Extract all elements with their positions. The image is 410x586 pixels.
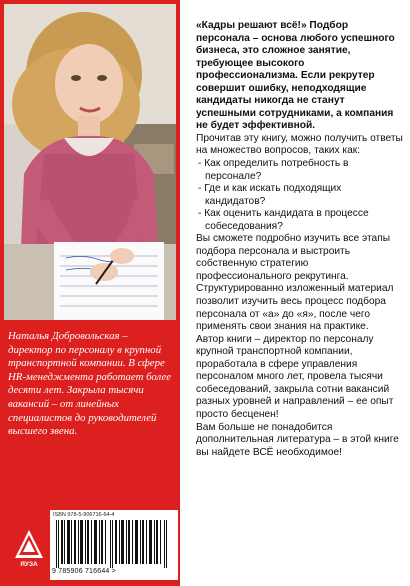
author-bio: Наталья Добровольская – директор по персоналу в крупной транспортной компании. В сфере HR-менеджмента работает более десяти лет. Закрыла тысячи вакансий – от линейных специалистов до руководителей высшего звена. xyxy=(8,330,172,438)
barcode-digits: 9 785906 716644 > xyxy=(52,568,116,575)
blurb-paragraph-author: Автор книги – директор по персоналу крупной транспортной компании, проработала в сфере управления персоналом много лет, провела тысячи собеседований, закрыла сотни вакансий разных уровней и направлений – ее опыт просто бесценен! xyxy=(196,333,394,420)
left-panel xyxy=(0,0,180,586)
publisher-logo xyxy=(14,528,44,568)
blurb-questions-lead: Прочитав эту книгу, можно получить ответы на множество вопросов, таких как: xyxy=(196,132,403,157)
barcode-icon xyxy=(54,520,172,568)
isbn-label: ISBN 978-5-906716-64-4 xyxy=(53,512,115,518)
blurb-question-2: - Где и как искать подходящих кандидатов? xyxy=(198,183,342,207)
publisher-name: ЯУЗА xyxy=(20,561,38,568)
blurb-intro: «Кадры решают всё!» Подбор персонала – основа любого успешного бизнеса, это сложное занятие, требующее высокого профессионализма. Если рекрутер совершит ошибку, неподходящие кандидаты никогда не станут успешными сотрудниками, а компания не будет эффективной. xyxy=(196,20,395,132)
author-photo-illustration xyxy=(4,4,176,320)
blurb-paragraph-detail: Вы сможете подробно изучить все этапы подбора персонала и выстроить собственную стратегию профессионального рекрутинга. Структурированно изложенный материал позволит изучить весь процесс подбора персонала от «а» до «я», после чего применять свои знания на практике. xyxy=(196,233,394,333)
isbn-block xyxy=(50,510,178,580)
blurb-question-1: - Как определить потребность в персонале? xyxy=(198,158,349,182)
blurb-question-3: - Как оценить кандидата в процессе собеседования? xyxy=(198,208,369,232)
yauza-logo-icon xyxy=(14,528,44,568)
author-photo xyxy=(4,4,176,320)
blurb-column xyxy=(196,20,404,459)
blurb-paragraph-closing: Вам больше не понадобится дополнительная литература – в этой книге вы найдете ВСЁ необходимое! xyxy=(196,421,399,458)
